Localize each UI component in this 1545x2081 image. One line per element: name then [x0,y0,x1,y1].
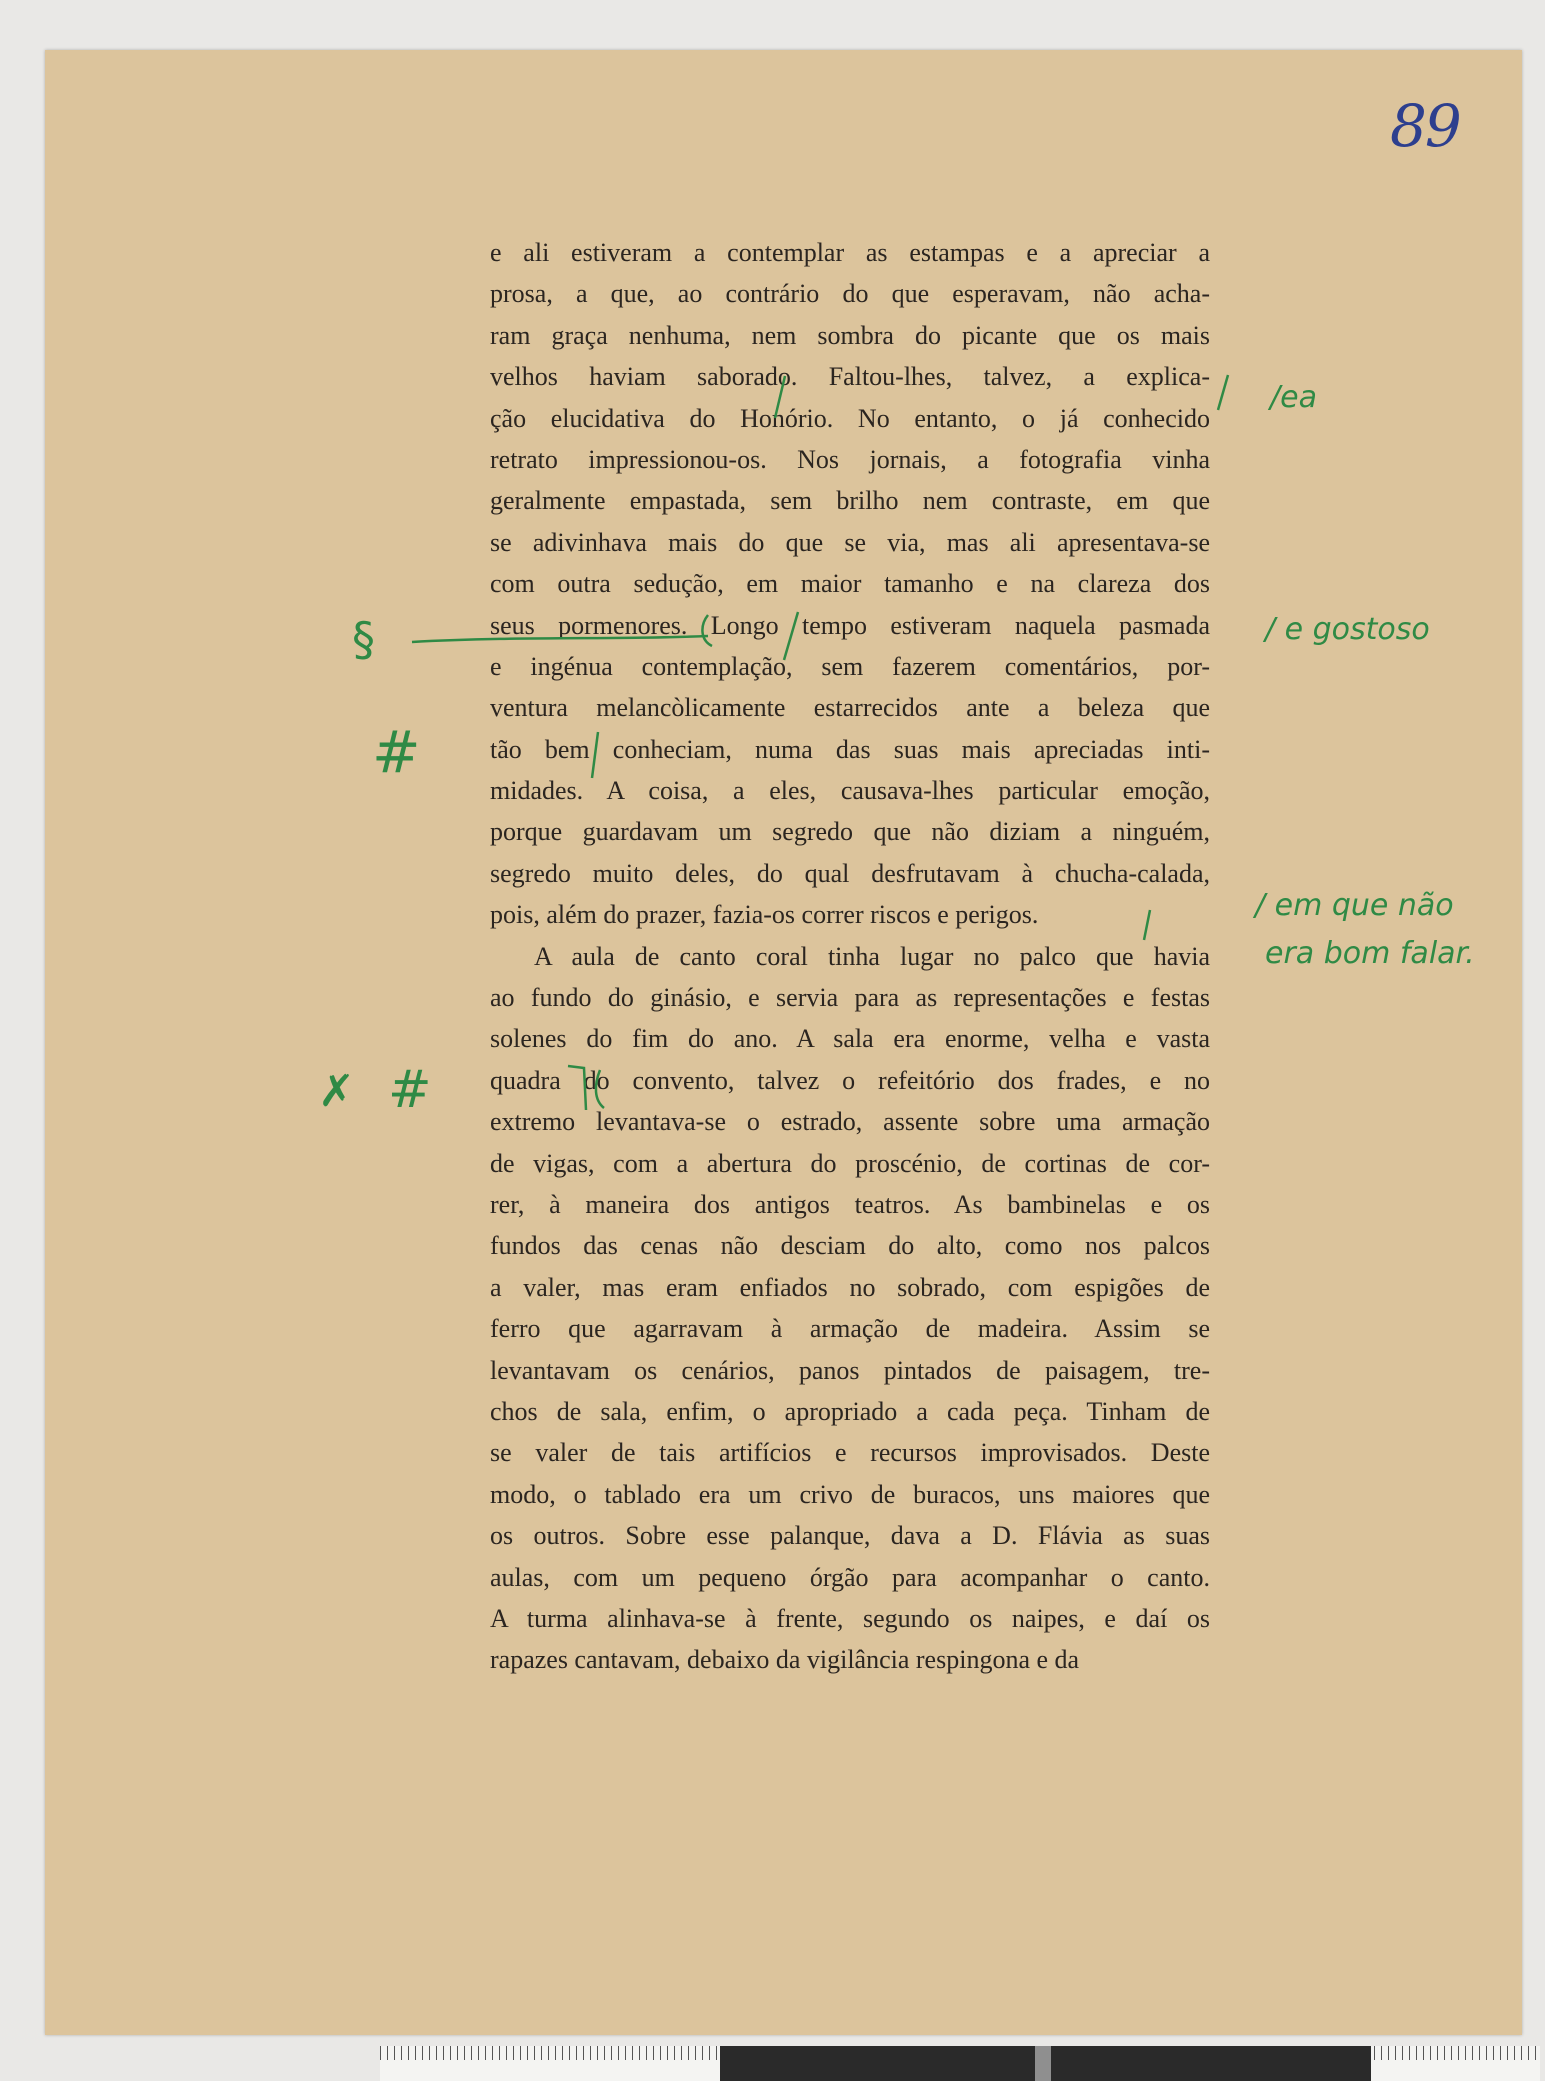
text-line: rapazes cantavam, debaixo da vigilância respingona e da [490,1645,1080,1675]
ruler-black-segment [720,2046,1035,2081]
text-line: ção elucidativa do Honório. No entanto, o já conhecido [490,403,1210,433]
text-line: retrato impressionou-os. Nos jornais, a fotografia vinha [490,444,1210,474]
insertion-slash [592,732,598,778]
text-line: velhos haviam saborado. Faltou-lhes, talvez, a explica- [490,362,1210,392]
text-line: midades. A coisa, a eles, causava-lhes particular emoção, [490,776,1210,806]
text-line: fundos das cenas não desciam do alto, como nos palcos [490,1231,1210,1261]
insertion-slash [775,376,785,418]
text-line: tão bem conheciam, numa das suas mais apreciadas inti- [490,734,1210,764]
text-line: de vigas, com a abertura do proscénio, de cortinas de cor- [490,1148,1210,1178]
margin-note-bom-falar: era bom falar. [1265,936,1475,971]
text-line: e ingénua contemplação, sem fazerem comentários, por- [490,651,1210,681]
margin-note-ea: /ea [1270,380,1317,415]
insertion-underline [412,636,708,642]
text-line: A turma alinhava-se à frente, segundo os naipes, e daí os [490,1603,1210,1633]
text-line: e ali estiveram a contemplar as estampas e a apreciar a [490,238,1210,267]
text-line: porque guardavam um segredo que não diziam a ninguém, [490,817,1210,847]
page-number: 89 [1390,92,1460,160]
hash-mark: # [372,718,421,786]
text-line: os outros. Sobre esse palanque, dava a D. Flávia as suas [490,1521,1210,1551]
text-line: geralmente empastada, sem brilho nem contraste, em que [490,486,1210,516]
text-line: se adivinhava mais do que se via, mas ali apresentava-se [490,527,1210,557]
text-line: solenes do fim do ano. A sala era enorme, velha e vasta [490,1024,1210,1054]
insertion-bracket [702,615,712,646]
text-line: segredo muito deles, do qual desfrutavam à chucha-calada, [490,858,1210,888]
insertion-slash [1144,910,1150,940]
ruler-gray-segment [1035,2046,1051,2081]
text-line: prosa, a que, ao contrário do que esperavam, não acha- [490,279,1210,309]
text-line: com outra sedução, em maior tamanho e na clareza dos [490,569,1210,599]
text-line: seus pormenores. Longo tempo estiveram naquela pasmada [490,610,1210,640]
deletion-mark [568,1066,586,1110]
text-line: ferro que agarravam à armação de madeira. Assim se [490,1314,1210,1344]
text-line: ventura melancòlicamente estarrecidos ante a beleza que [490,693,1210,723]
text-line: quadra do convento, talvez o refeitório dos frades, e no [490,1065,1210,1095]
margin-note-em-que-nao: / em que não [1255,888,1454,923]
x-mark: ✗ [318,1066,355,1117]
text-line: aulas, com um pequeno órgão para acompanhar o canto. [490,1562,1210,1592]
text-line: se valer de tais artifícios e recursos improvisados. Deste [490,1438,1210,1468]
text-line: rer, à maneira dos antigos teatros. As bambinelas e os [490,1189,1210,1219]
text-line: extremo levantava-se o estrado, assente sobre uma armação [490,1107,1210,1137]
insertion-slash [1218,375,1228,410]
ruler-black-segment [1051,2046,1371,2081]
section-mark: § [352,612,375,666]
text-line: modo, o tablado era um crivo de buracos, uns maiores que [490,1479,1210,1509]
text-line: a valer, mas eram enfiados no sobrado, com espigões de [490,1272,1210,1302]
text-line: ao fundo do ginásio, e servia para as representações e festas [490,983,1210,1013]
deletion-mark [596,1070,604,1108]
text-line: ram graça nenhuma, nem sombra do picante que os mais [490,320,1210,350]
text-line: pois, além do prazer, fazia-os correr riscos e perigos. [490,900,1039,930]
insertion-slash [784,612,798,660]
hash-mark: # [388,1060,432,1120]
text-line: A aula de canto coral tinha lugar no palco que havia [534,941,1210,971]
text-line: levantavam os cenários, panos pintados de paisagem, tre- [490,1355,1210,1385]
text-line: chos de sala, enfim, o apropriado a cada peça. Tinham de [490,1396,1210,1426]
margin-note-gostoso: / e gostoso [1265,612,1430,647]
